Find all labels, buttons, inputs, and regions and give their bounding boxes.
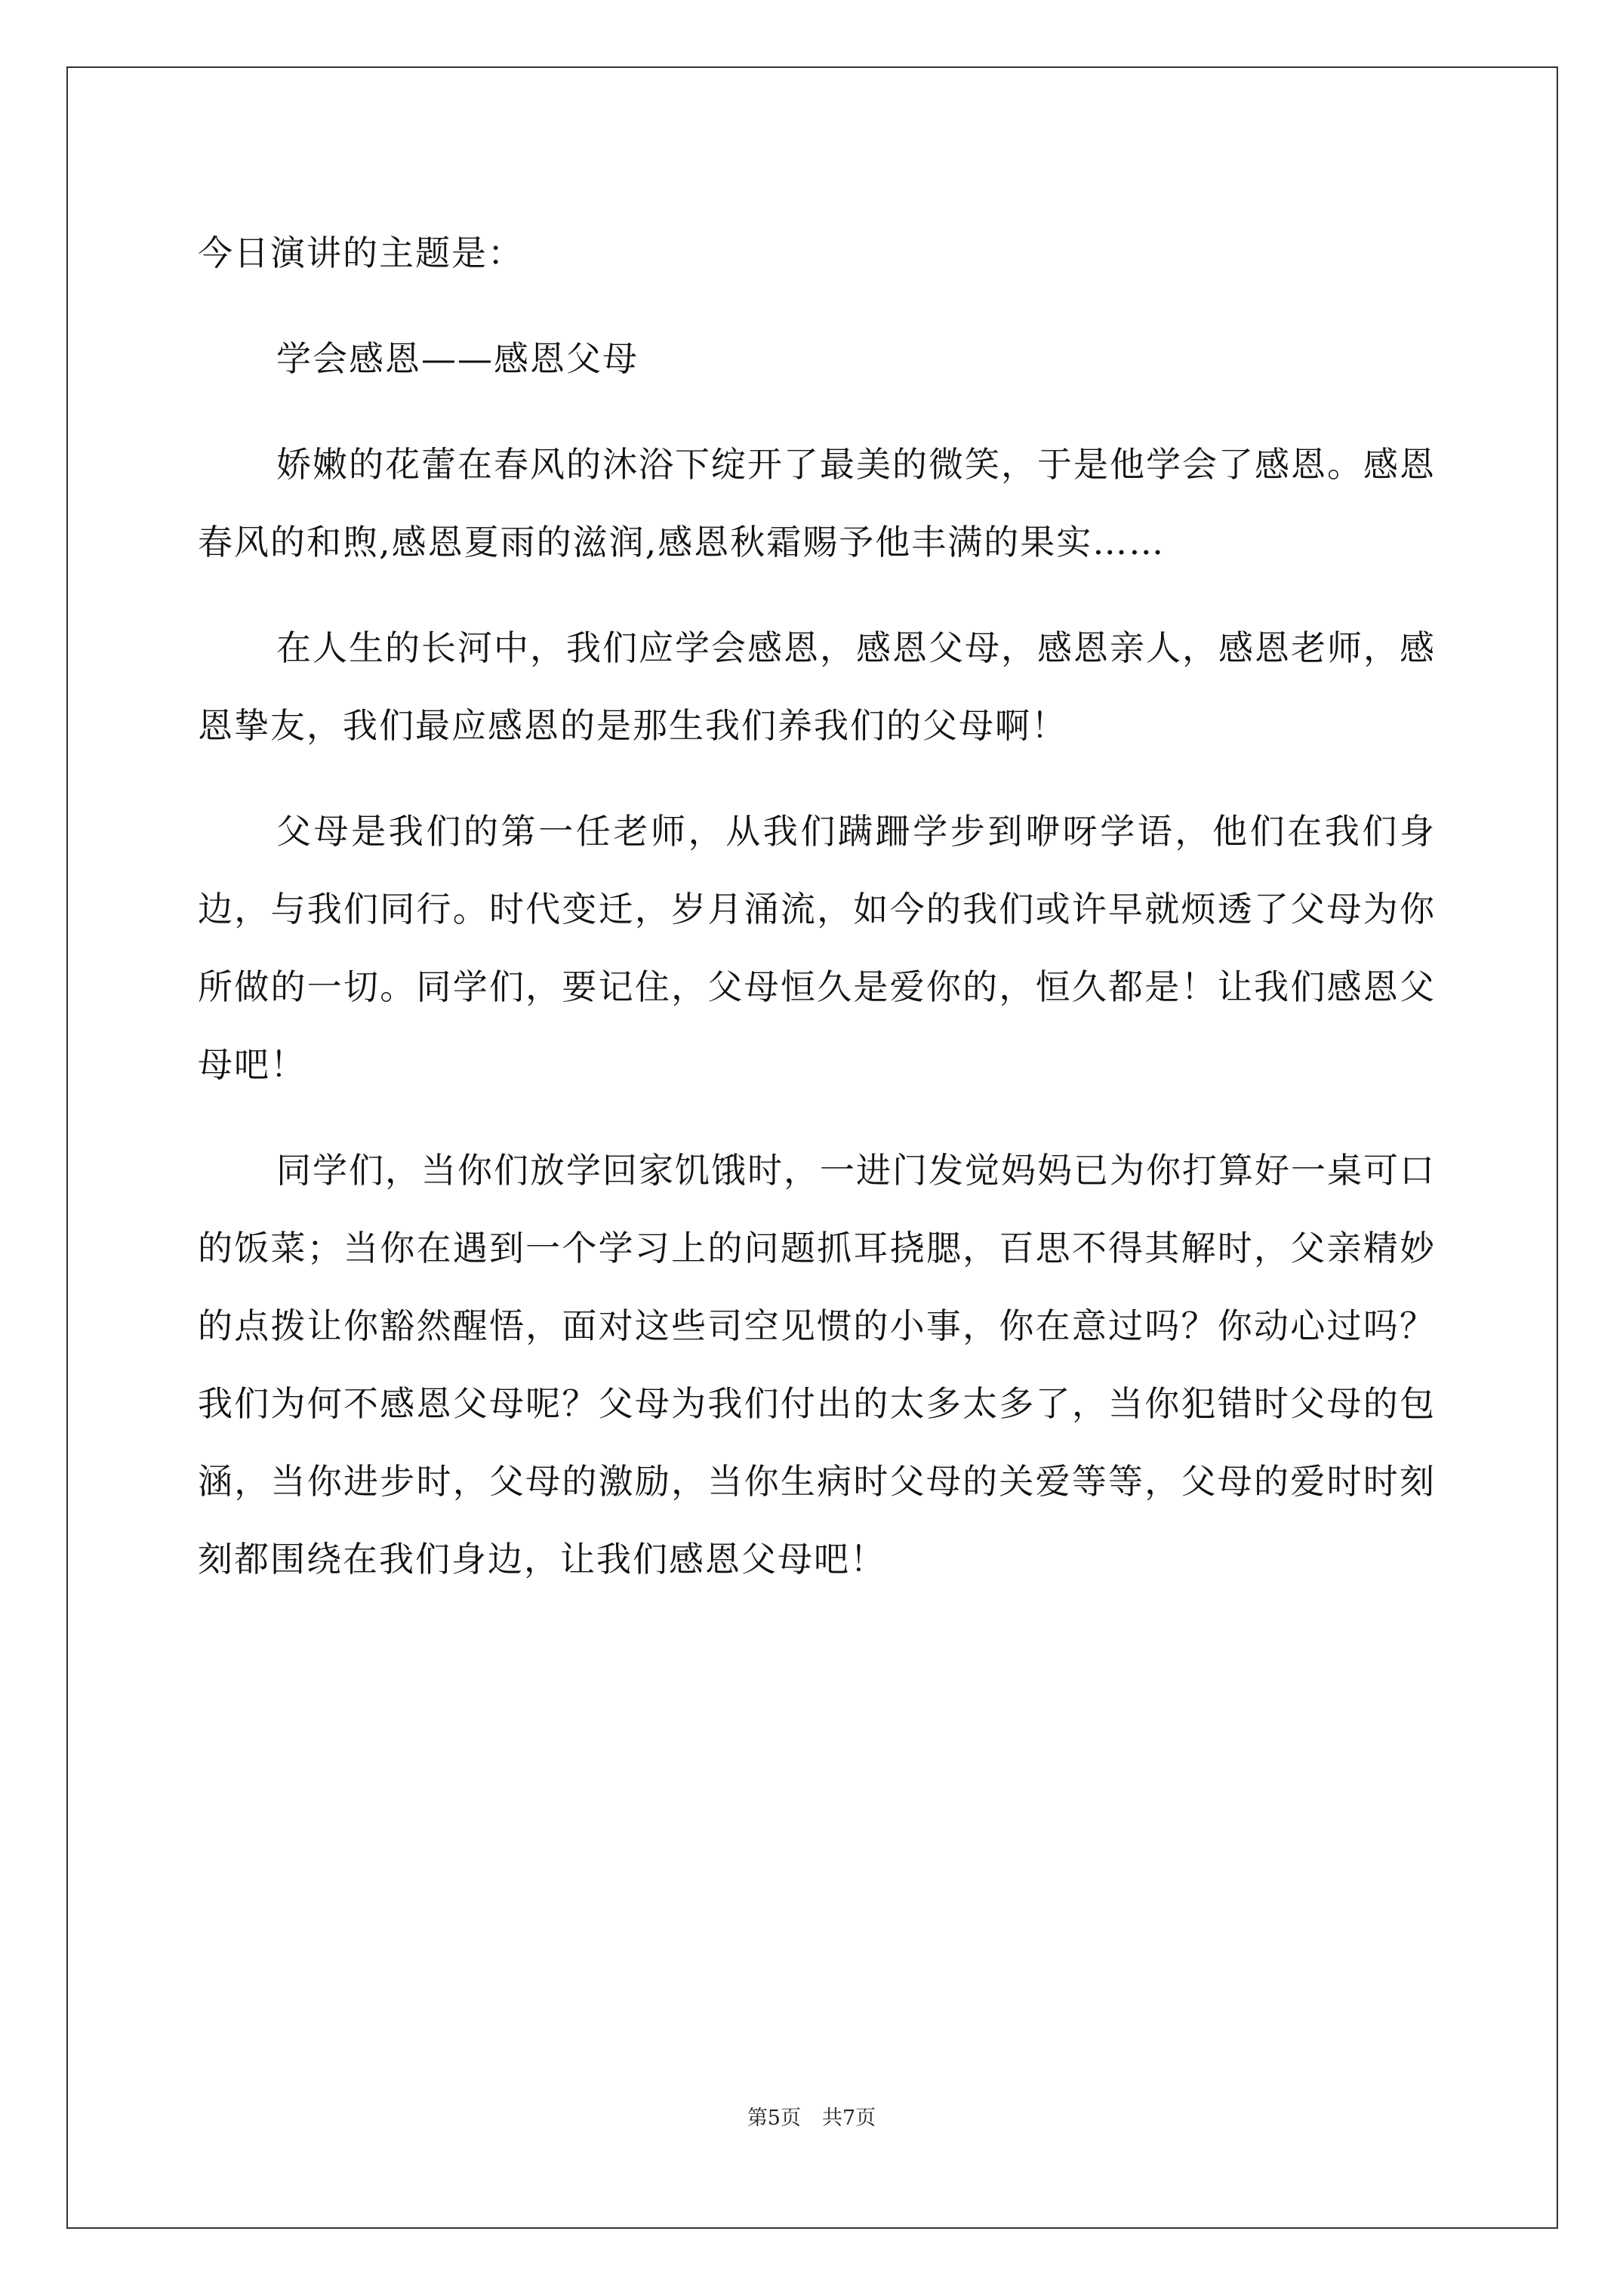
speech-subtitle: 学会感恩——感恩父母 — [276, 338, 639, 379]
page-number-current: 第5页 — [747, 2106, 801, 2130]
document-body — [198, 214, 1436, 1626]
paragraph-3: 父母是我们的第一任老师，从我们蹒跚学步到咿呀学语，他们在我们身边，与我们同行。时代变迁，岁月涌流，如今的我们或许早就烦透了父母为你所做的一切。同学们，要记住，父母恒久是爱你的，恒久都是！让我们感恩父母吧！ — [198, 811, 1436, 1085]
intro-line: 今日演讲的主题是： — [198, 233, 524, 273]
paragraph-4: 同学们，当你们放学回家饥饿时，一进门发觉妈妈已为你打算好一桌可口的饭菜；当你在遇到一个学习上的问题抓耳挠腮，百思不得其解时，父亲精妙的点拨让你豁然醒悟，面对这些司空见惯的小事，你在意过吗？你动心过吗？我们为何不感恩父母呢？父母为我们付出的太多太多了，当你犯错时父母的包涵，当你进步时，父母的激励，当你生病时父母的关爱等等，父母的爱时时刻刻都围绕在我们身边，让我们感恩父母吧！ — [198, 1150, 1436, 1579]
paragraph-1: 娇嫩的花蕾在春风的沐浴下绽开了最美的微笑，于是他学会了感恩。感恩春风的和煦,感恩夏雨的滋润,感恩秋霜赐予他丰满的果实…… — [198, 444, 1436, 562]
page-footer — [0, 2103, 1623, 2134]
page-number-total: 共7页 — [822, 2106, 876, 2130]
paragraph-2: 在人生的长河中，我们应学会感恩，感恩父母，感恩亲人，感恩老师，感恩挚友，我们最应感恩的是那生我们养我们的父母啊！ — [198, 627, 1436, 746]
